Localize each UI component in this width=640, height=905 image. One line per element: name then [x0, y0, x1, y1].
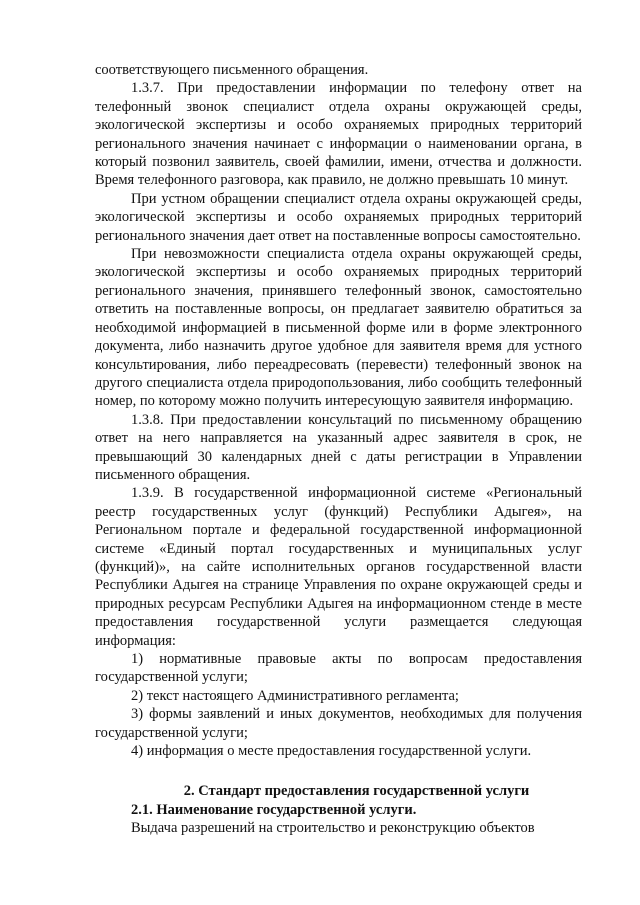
paragraph-service-name: Выдача разрешений на строительство и реконструкцию объектов	[131, 820, 535, 837]
list-item-3: 3) формы заявлений и иных документов, необходимых для получения государственной услуги;	[95, 706, 582, 741]
paragraph-continuation: соответствующего письменного обращения.	[95, 62, 369, 78]
paragraph-1-3-9: 1.3.9. В государственной информационной системе «Региональный реестр государственных услуг (функций) Республики Адыгея», на Региональном портале и федеральной государственной информационной системе «Единый портал государственных и муниципальных услуг (функций)», на сайте исполнительных органов государственной власти Республики Адыгея на странице Управления по охране окружающей среды и природных ресурсам Республики Адыгея на информационном стенде в месте предоставления государственной услуги размещается следующая информация:	[95, 485, 582, 649]
list-item-4: 4) информация о месте предоставления государственной услуги.	[131, 743, 532, 760]
subsection-heading: 2.1. Наименование государственной услуги.	[131, 801, 417, 818]
list-item-1: 1) нормативные правовые акты по вопросам предоставления государственной услуги;	[95, 651, 582, 686]
section-spacer	[95, 760, 582, 782]
list-item-2: 2) текст настоящего Административного регламента;	[131, 687, 459, 704]
section-heading: 2. Стандарт предоставления государственной услуги	[183, 783, 530, 800]
paragraph-oral-request: При устном обращении специалист отдела охраны окружающей среды, экологической экспертизы и особо охраняемых природных территорий регионального значения дает ответ на поставленные вопросы самостоятельно.	[95, 190, 582, 244]
paragraph-impossibility: При невозможности специалиста отдела охраны окружающей среды, экологической экспертизы и особо охраняемых природных территорий регионального значения, принявшего телефонный звонок, самостоятельно ответить на поставленные вопросы, он предлагает заявителю обратиться за необходимой информацией в письменной форме или в форме электронного документа, либо назначить другое удобное для заявителя время для устного консультирования, либо переадресовать (перевести) телефонный звонок на другого специалиста отдела природопользования, либо сообщить телефонный номер, по которому можно получить интересующую заявителя информацию.	[95, 246, 582, 410]
paragraph-1-3-8: 1.3.8. При предоставлении консультаций по письменному обращению ответ на него направляется на указанный адрес заявителя в срок, не превышающий 30 календарных дней с даты регистрации в Управлении письменного обращения.	[95, 411, 582, 483]
paragraph-1-3-7: 1.3.7. При предоставлении информации по телефону ответ на телефонный звонок специалист отдела охраны окружающей среды, экологической экспертизы и особо охраняемых природных территорий регионального значения начинает с информации о наименовании органа, в который позвонил заявитель, своей фамилии, имени, отчества и должности. Время телефонного разговора, как правило, не должно превышать 10 минут.	[95, 80, 582, 189]
document-body	[95, 61, 582, 838]
